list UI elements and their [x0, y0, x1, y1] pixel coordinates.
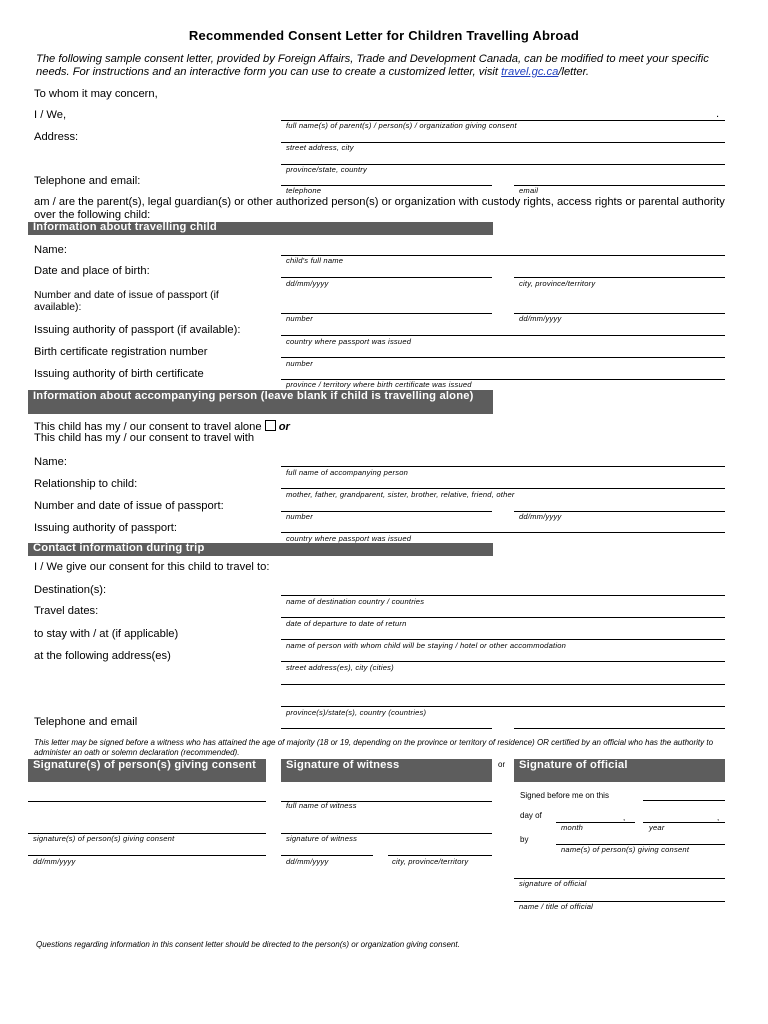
footer-note: Questions regarding information in this consent letter should be directed to the person(s) or organization giving consent. [36, 940, 460, 949]
greeting: To whom it may concern, [34, 88, 158, 100]
consent-date-caption: dd/mm/yyyy [33, 857, 76, 866]
child-name-label: Name: [34, 244, 67, 256]
child-name-caption: child's full name [286, 256, 344, 265]
official-day-line[interactable] [643, 800, 725, 801]
witness-date-caption: dd/mm/yyyy [286, 857, 329, 866]
intro-after: /letter. [558, 66, 590, 78]
parent-name-caption: full name(s) of parent(s) / person(s) / organization giving consent [286, 121, 517, 130]
stay-label: to stay with / at (if applicable) [34, 628, 179, 640]
child-name-line[interactable] [281, 255, 725, 256]
birth-cert-label: Birth certificate registration number [34, 346, 208, 358]
parent-name-period: . [716, 108, 720, 120]
child-authority-label: Issuing authority of passport (if available): [34, 324, 241, 336]
stay-caption: name of person with whom child will be staying / hotel or other accommodation [286, 641, 567, 650]
destination-line[interactable] [281, 595, 725, 596]
relationship-caption: mother, father, grandparent, sister, brother, relative, friend, other [286, 490, 515, 499]
signed-before-text: Signed before me on this [520, 791, 609, 800]
travel-gc-link[interactable]: travel.gc.ca [501, 66, 559, 78]
birthplace-caption: city, province/territory [519, 279, 596, 288]
day-of-text: day of [520, 811, 542, 820]
child-authority-caption: country where passport was issued [286, 337, 412, 346]
dob-caption: dd/mm/yyyy [286, 279, 329, 288]
child-section-header: Information about travelling child [28, 222, 493, 235]
witness-signature-caption: signature of witness [286, 834, 358, 843]
consent-signature-extra-line[interactable] [28, 801, 266, 802]
accompanying-passport-label: Number and date of issue of passport: [34, 500, 224, 512]
trip-address-label: at the following address(es) [34, 650, 171, 662]
province-caption: province/state, country [286, 165, 367, 174]
month-caption: month [561, 823, 584, 832]
street-caption: street address, city [286, 143, 354, 152]
relationship-label: Relationship to child: [34, 478, 138, 490]
destination-label: Destination(s): [34, 584, 107, 596]
witness-place-caption: city, province/territory [392, 857, 469, 866]
accompanying-name-label: Name: [34, 456, 67, 468]
birth-authority-caption: province / territory where birth certificate was issued [286, 380, 472, 389]
official-names-caption: name(s) of person(s) giving consent [561, 845, 690, 854]
consent-date-line[interactable] [28, 855, 266, 856]
trip-address-extra-line[interactable] [281, 684, 725, 685]
trip-section-header: Contact information during trip [28, 543, 493, 556]
travel-alone-checkbox[interactable] [265, 420, 276, 431]
accompanying-authority-line[interactable] [281, 532, 725, 533]
relationship-line[interactable] [281, 488, 725, 489]
trip-street-line[interactable] [281, 661, 725, 662]
witness-name-caption: full name of witness [286, 801, 357, 810]
travel-dates-label: Travel dates: [34, 605, 99, 617]
intro-paragraph [36, 53, 736, 79]
accompanying-authority-caption: country where passport was issued [286, 534, 412, 543]
accompanying-authority-label: Issuing authority of passport: [34, 522, 178, 534]
birth-cert-line[interactable] [281, 357, 725, 358]
travel-alone-text: This child has my / our consent to travel alone [34, 421, 262, 433]
trip-telephone-line[interactable] [281, 728, 492, 729]
trip-street-caption: street address(es), city (cities) [286, 663, 394, 672]
child-passport-date-caption: dd/mm/yyyy [519, 314, 562, 323]
consent-signature-caption: signature(s) of person(s) giving consent [33, 834, 175, 843]
stay-line[interactable] [281, 639, 725, 640]
trip-province-line[interactable] [281, 706, 725, 707]
or-text: or [278, 421, 290, 433]
accompanying-name-caption: full name of accompanying person [286, 468, 409, 477]
birth-authority-label: Issuing authority of birth certificate [34, 368, 204, 380]
custody-statement: am / are the parent(s), legal guardian(s) or other authorized person(s) or organization with custody rights, access rights or parental authority over the following child: [34, 196, 725, 221]
witness-notice: This letter may be signed before a witness who has attained the age of majority (18 or 19, depending on the province or territory of residence) OR certified by an official who has the authority to administer an oath or solemn declaration (recommended). [34, 738, 714, 757]
email-caption: email [519, 186, 539, 195]
dob-line[interactable] [281, 277, 492, 278]
official-signature-header: Signature of official [514, 759, 725, 782]
witness-signature-header: Signature of witness [281, 759, 492, 782]
child-passport-label: Number and date of issue of passport (if available): [34, 290, 219, 313]
accompanying-passport-date-caption: dd/mm/yyyy [519, 512, 562, 521]
accompanying-passport-number-caption: number [286, 512, 313, 521]
accompanying-section-header: Information about accompanying person (leave blank if child is travelling alone) [28, 390, 493, 414]
birth-cert-caption: number [286, 359, 313, 368]
telephone-caption: telephone [286, 186, 322, 195]
witness-place-line[interactable] [388, 855, 492, 856]
i-we-label: I / We, [34, 109, 67, 121]
travel-with-text: This child has my / our consent to travel with [34, 432, 255, 444]
trip-phone-label: Telephone and email [34, 716, 138, 728]
child-authority-line[interactable] [281, 335, 725, 336]
birthplace-line[interactable] [514, 277, 725, 278]
month-comma: , [623, 813, 626, 822]
dob-label: Date and place of birth: [34, 265, 150, 277]
witness-date-line[interactable] [281, 855, 373, 856]
intro-text: The following sample consent letter, provided by Foreign Affairs, Trade and Development Canada, can be modified to meet your specific needs. For instructions and an interactive form you can use to create a customized letter, visit [36, 53, 709, 78]
travel-dates-caption: date of departure to date of return [286, 619, 407, 628]
trip-email-line[interactable] [514, 728, 725, 729]
by-text: by [520, 835, 529, 844]
travel-dates-line[interactable] [281, 617, 725, 618]
accompanying-name-line[interactable] [281, 466, 725, 467]
destination-caption: name of destination country / countries [286, 597, 425, 606]
child-passport-number-caption: number [286, 314, 313, 323]
signature-or-text: or [498, 760, 506, 769]
year-caption: year [649, 823, 665, 832]
official-signature-caption: signature of official [519, 879, 587, 888]
trip-province-caption: province(s)/state(s), country (countries) [286, 708, 427, 717]
trip-consent-text: I / We give our consent for this child to travel to: [34, 561, 270, 573]
year-comma: , [717, 813, 720, 822]
phone-label: Telephone and email: [34, 175, 141, 187]
consent-signature-header: Signature(s) of person(s) giving consent [28, 759, 266, 782]
email-line[interactable] [514, 185, 725, 186]
official-title-caption: name / title of official [519, 902, 594, 911]
address-label: Address: [34, 131, 79, 143]
page-title: Recommended Consent Letter for Children Travelling Abroad [188, 28, 580, 43]
